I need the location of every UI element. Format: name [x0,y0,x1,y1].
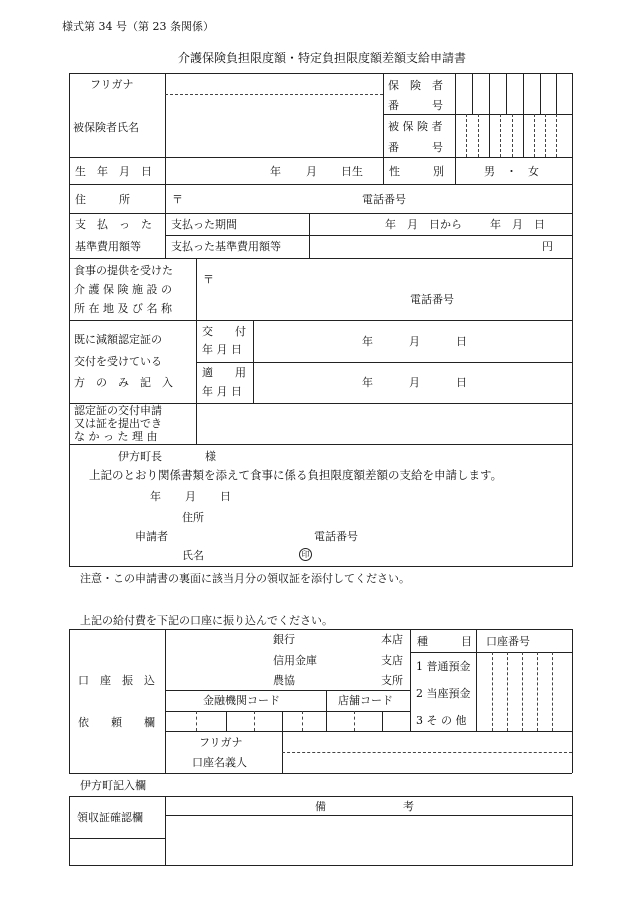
branch-code-label: 店舗コード [338,694,393,707]
branch-sub: 支店 [381,654,403,667]
apply-year-unit: 年 [362,376,373,389]
branch-code-input[interactable] [327,712,409,730]
honorific: 様 [205,450,216,463]
seal-mark: 印 [299,548,312,561]
certificate-label-3: 方 の み 記 入 [74,376,173,389]
applicant-phone-label: 電話番号 [314,530,358,543]
holder-furigana-label: フリガナ [199,736,243,749]
address-phone-label: 電話番号 [362,193,406,206]
kind-other[interactable]: 3 そ の 他 [416,714,467,727]
request-statement: 上記のとおり関係書類を添えて食事に係る負担限度額差額の支給を申請します。 [89,468,503,482]
certificate-label-1: 既に減額認定証の [74,333,162,346]
payment-period-from: 年 月 日から [385,218,462,231]
apply-label-2: 年 月 日 [202,385,242,398]
form-title: 介護保険負担限度額・特定負担限度額差額支給申請書 [178,51,467,65]
facility-postal-mark: 〒 [203,273,214,286]
yen-unit: 円 [542,240,553,253]
account-number-label: 口座番号 [486,635,530,648]
reason-input[interactable] [197,404,571,443]
facility-label-1: 食事の提供を受けた [74,264,173,277]
applicant-address-label: 住所 [182,511,204,524]
sex-label: 性 別 [389,165,444,178]
remarks-label: 備 考 [315,800,414,813]
issue-year-unit: 年 [362,335,373,348]
furigana-input[interactable] [166,74,382,94]
insured-number-input[interactable] [456,115,571,156]
holder-furigana-input[interactable] [283,732,571,752]
branch-main: 本店 [381,633,403,646]
payment-period-to: 年 月 日 [490,218,545,231]
insured-number-label-1: 被 保 険 者 [388,120,443,133]
institution-code-input[interactable] [166,712,325,730]
birth-date-label: 生 年 月 日 [75,165,152,178]
kind-current[interactable]: 2 当座預金 [416,687,471,700]
institution-code-label: 金融機関コード [203,694,280,707]
facility-label-3: 所 在 地 及 び 名 称 [74,302,172,315]
applicant-name-label: 氏名 [182,549,204,562]
apply-date-input[interactable] [254,363,571,402]
apply-label-1: 適 用 [202,366,246,379]
birth-day-unit: 日生 [341,165,363,178]
reason-label-3: な か っ た 理 由 [74,430,158,443]
bank-name-input[interactable] [166,630,270,689]
bank-type-bank: 銀行 [273,633,295,646]
request-month-unit: 月 [185,490,196,503]
payment-period-label: 支払った期間 [171,218,237,231]
attention-note: 注意・この申請書の裏面に該当月分の領収証を添付してください。 [80,572,410,585]
insurer-number-input[interactable] [456,74,571,114]
address-label: 住 所 [75,193,130,206]
remarks-input[interactable] [166,816,571,864]
bank-type-shinkin: 信用金庫 [273,654,317,667]
mayor-label: 伊方町長 [118,450,162,463]
birth-month-unit: 月 [306,165,317,178]
office-section-label: 伊方町記入欄 [80,779,146,792]
account-holder-label: 口座名義人 [192,756,247,769]
furigana-label: フリガナ [90,78,134,91]
insurer-number-label-2: 番 号 [388,99,443,112]
sex-options[interactable]: 男 ・ 女 [484,165,539,178]
postal-mark: 〒 [172,193,183,206]
bank-left-label-2: 依 頼 欄 [78,716,155,729]
certificate-label-2: 交付を受けている [74,355,162,368]
facility-label-2: 介 護 保 険 施 設 の [74,283,172,296]
insured-name-label: 被保険者氏名 [73,121,139,134]
issue-date-input[interactable] [254,321,571,361]
transfer-intro: 上記の給付費を下記の口座に振り込んでください。 [80,614,333,627]
account-kind-label: 種 目 [417,635,472,648]
apply-day-unit: 日 [456,376,467,389]
issue-day-unit: 日 [456,335,467,348]
account-number-input[interactable] [477,653,571,730]
facility-input[interactable] [197,259,571,319]
payment-amount-label: 支払った基準費用額等 [171,240,281,253]
payment-label-1: 支 払 っ た [75,218,152,231]
branch-office: 支所 [381,674,403,687]
receipt-check-input[interactable] [70,839,165,864]
request-day-unit: 日 [220,490,231,503]
payment-amount-input[interactable] [310,236,536,257]
account-holder-input[interactable] [283,754,571,772]
applicant-label: 申請者 [135,530,168,543]
apply-month-unit: 月 [409,376,420,389]
kind-ordinary[interactable]: 1 普通預金 [416,660,471,673]
reason-label-1: 認定証の交付申請 [74,404,162,417]
issue-label-1: 交 付 [202,325,246,338]
reason-label-2: 又は証を提出でき [74,417,162,430]
bank-type-nokyo: 農協 [273,674,295,687]
facility-phone-label: 電話番号 [410,293,454,306]
insured-name-input[interactable] [166,96,382,156]
request-year-unit: 年 [150,490,161,503]
insured-number-label-2: 番 号 [388,141,443,154]
bank-left-label-1: 口 座 振 込 [78,674,155,687]
issue-label-2: 年 月 日 [202,343,242,356]
payment-label-2: 基準費用額等 [75,240,141,253]
insurer-number-label-1: 保 険 者 [388,79,443,92]
address-input[interactable] [186,186,356,212]
receipt-check-label: 領収証確認欄 [77,811,143,824]
branch-name-input[interactable] [300,630,378,689]
form-number: 様式第 34 号（第 23 条関係） [62,20,214,33]
birth-year-unit: 年 [270,165,281,178]
issue-month-unit: 月 [409,335,420,348]
